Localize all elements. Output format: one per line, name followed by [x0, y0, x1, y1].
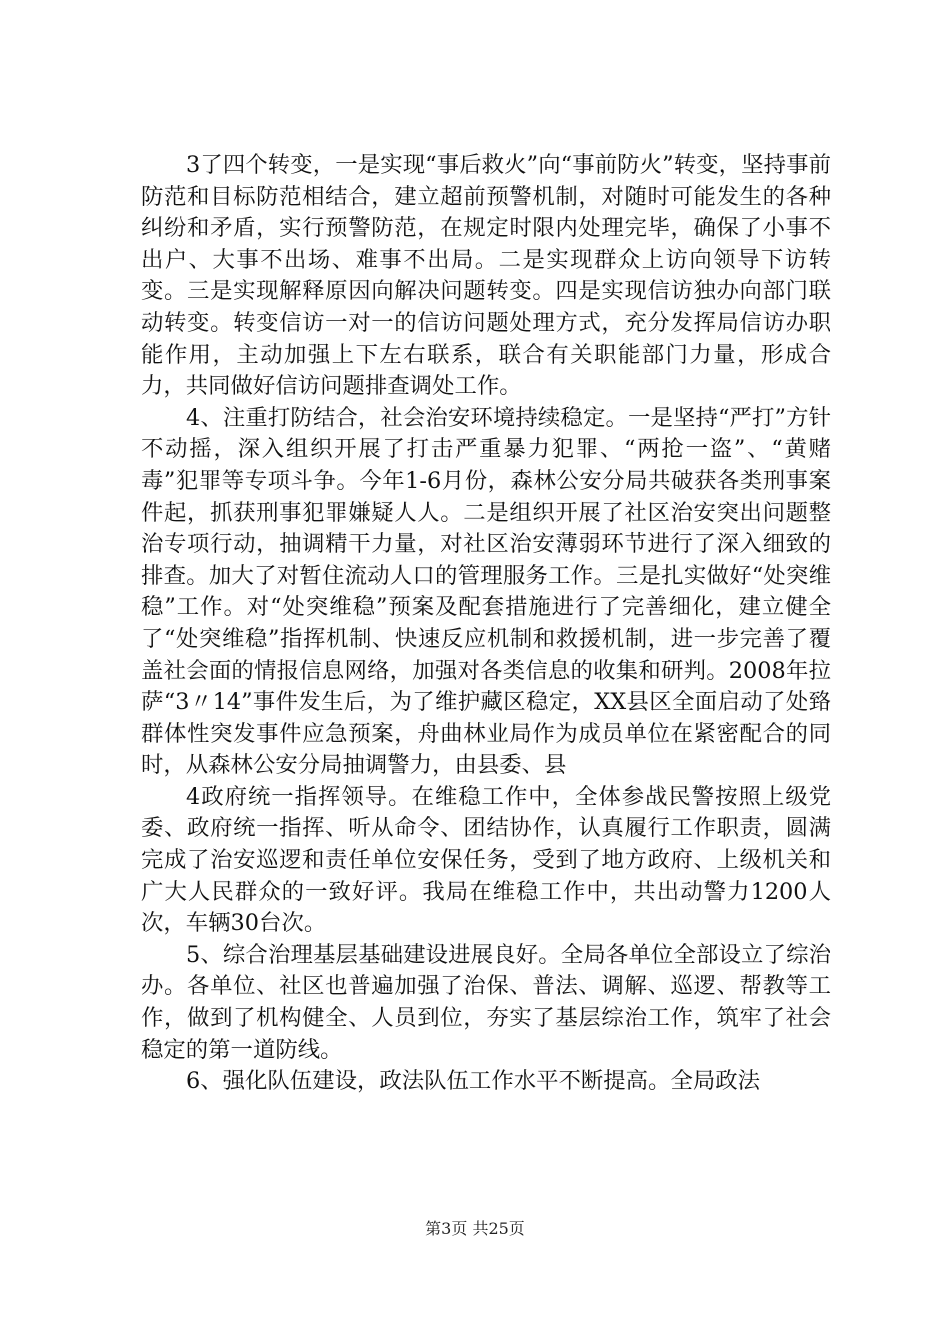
paragraph-team-building: 6、强化队伍建设，政法队伍工作水平不断提高。全局政法	[186, 1068, 761, 1095]
page-number-footer: 第3页 共25页	[425, 1219, 525, 1238]
paragraph-public-security: 4、注重打防结合，社会治安环境持续稳定。一是坚持“严打”方针不动摇，深入组织开展了打击严重暴力犯罪、“两抢一盗”、“黄赌毒”犯罪等专项斗争。今年1-6月份，森林公安分局共破获各类刑事案件起，抓获刑事犯罪嫌疑人人。二是组织开展了社区治安突出问题整治专项行动，抽调精干力量，对社区治安薄弱环节进行了深入细致的排查。加大了对暂住流动人口的管理服务工作。三是扎实做好“处突维稳”工作。对“处突维稳”预案及配套措施进行了完善细化，建立健全了“处突维稳”指挥机制、快速反应机制和救援机制，进一步完善了覆盖社会面的情报信息网络，加强对各类信息的收集和研判。2008年拉萨“3〃14”事件发生后，为了维护藏区稳定，XX县区全面启动了处臵群体性突发事件应急预案，舟曲林业局作为成员单位在紧密配合的同时，从森林公安分局抽调警力，由县委、县	[141, 404, 831, 779]
paragraph-grassroots-governance: 5、综合治理基层基础建设进展良好。全局各单位全部设立了综治办。各单位、社区也普遍加强了治保、普法、调解、巡逻、帮教等工作，做到了机构健全、人员到位，夯实了基层综治工作，筑牢了社会稳定的第一道防线。	[141, 941, 831, 1063]
paragraph-stability-work: 4政府统一指挥领导。在维稳工作中，全体参战民警按照上级党委、政府统一指挥、听从命令、团结协作，认真履行工作职责，圆满完成了治安巡逻和责任单位安保任务，受到了地方政府、上级机关和广大人民群众的一致好评。我局在维稳工作中，共出动警力1200人次，车辆30台次。	[141, 783, 831, 937]
body-text	[141, 150, 831, 1098]
paragraph-signal-transformations: 3了四个转变，一是实现“事后救火”向“事前防火”转变，坚持事前防范和目标防范相结合，建立超前预警机制，对随时可能发生的各种纠纷和矛盾，实行预警防范，在规定时限内处理完毕，确保了小事不出户、大事不出场、难事不出局。二是实现群众上访向领导下访转变。三是实现解释原因向解决问题转变。四是实现信访独办向部门联动转变。转变信访一对一的信访问题处理方式，充分发挥局信访办职能作用，主动加强上下左右联系，联合有关职能部门力量，形成合力，共同做好信访问题排查调处工作。	[141, 152, 831, 400]
